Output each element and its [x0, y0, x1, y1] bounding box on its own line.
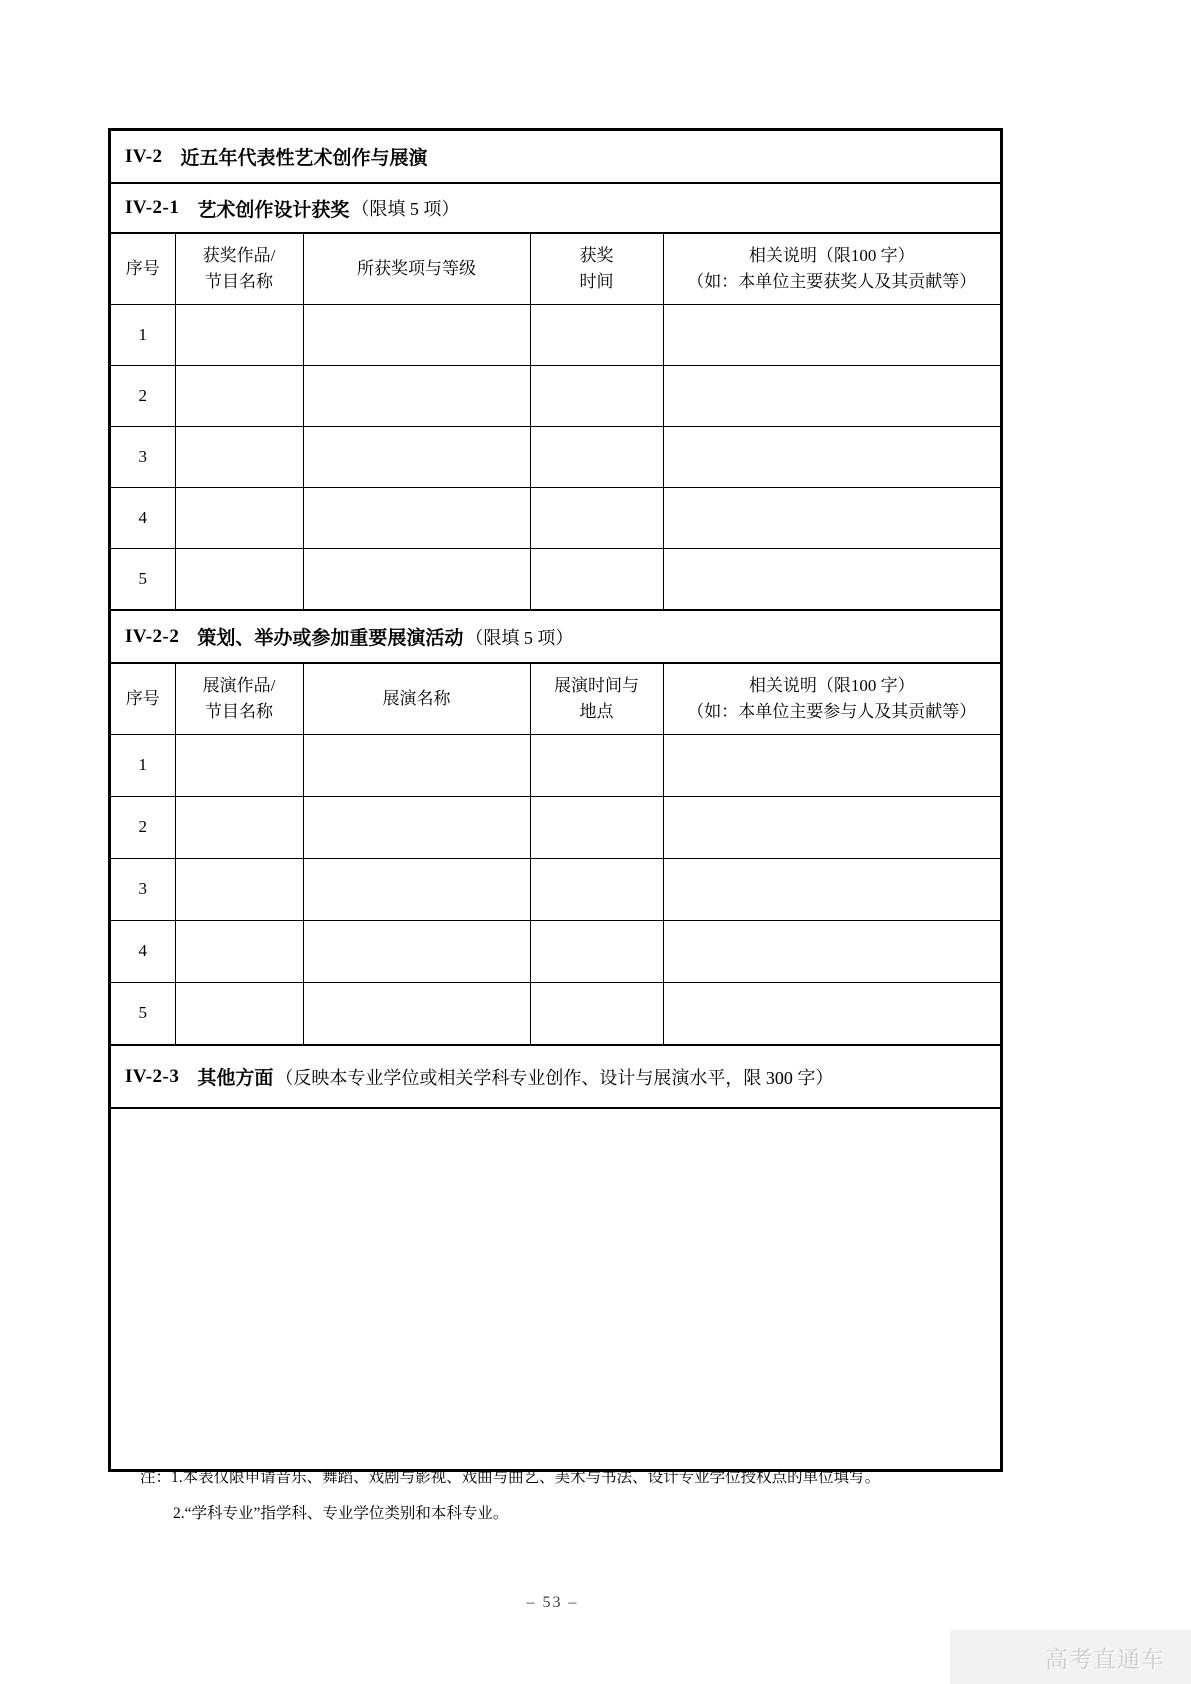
col-header-text: 所获奖项与等级 [357, 258, 476, 278]
input-cell-award [303, 305, 530, 366]
exhibition-header-row [111, 664, 1000, 735]
input-cell-time-place [530, 797, 663, 859]
row-number-cell: 5 [111, 549, 175, 610]
input-cell-time [530, 549, 663, 610]
input-cell-time [530, 427, 663, 488]
col-header-text: 获奖 [579, 245, 614, 265]
input-cell-work [175, 366, 303, 427]
col-header-text: 节目名称 [205, 702, 273, 721]
col-header-text: 展演名称 [382, 688, 451, 708]
input-cell-work [175, 549, 303, 610]
section-header-iv-2-2 [111, 611, 1000, 664]
footnote-line-2 [173, 1502, 1000, 1525]
col-header-text: 序号 [125, 688, 160, 708]
exhibition-row-4 [111, 921, 1000, 983]
input-cell-work [175, 859, 303, 921]
awards-table [111, 234, 1000, 609]
section-header-iv-2-1 [111, 184, 1000, 234]
input-cell-award [303, 549, 530, 610]
row-number-cell: 4 [111, 488, 175, 549]
input-cell-work [175, 735, 303, 797]
section-code: IV-2-1 [125, 197, 180, 218]
input-cell-time-place [530, 983, 663, 1045]
col-header-time-place [530, 664, 663, 735]
col-header-work [175, 234, 303, 305]
exhibition-row-1 [111, 735, 1000, 797]
exhibition-table-wrap [111, 664, 1000, 1046]
col-header-text: 节目名称 [205, 272, 273, 291]
input-cell-description [663, 366, 1000, 427]
awards-table-wrap [111, 234, 1000, 611]
col-header-description [663, 234, 1000, 305]
row-number-cell: 2 [111, 797, 175, 859]
col-header-name [303, 664, 530, 735]
watermark-band [950, 1630, 1191, 1684]
section-code: IV-2 [125, 145, 163, 167]
input-cell-name [303, 797, 530, 859]
input-cell-description [663, 859, 1000, 921]
col-header-text: 相关说明（限100 字） [748, 245, 915, 265]
input-cell-time [530, 305, 663, 366]
input-cell-work [175, 921, 303, 983]
awards-row-1 [111, 305, 1000, 366]
input-cell-description [663, 427, 1000, 488]
input-cell-work [175, 488, 303, 549]
input-cell-name [303, 983, 530, 1045]
awards-row-4 [111, 488, 1000, 549]
input-cell-award [303, 488, 530, 549]
col-header-text: 获奖作品/ [202, 245, 276, 265]
col-header-text: 展演时间与 [554, 675, 639, 695]
input-cell-name [303, 735, 530, 797]
input-cell-time-place [530, 921, 663, 983]
col-header-text: 序号 [125, 258, 160, 278]
input-cell-description [663, 735, 1000, 797]
input-cell-work [175, 983, 303, 1045]
col-header-seq [111, 664, 175, 735]
input-cell-name [303, 921, 530, 983]
input-cell-work [175, 305, 303, 366]
input-cell-time [530, 366, 663, 427]
col-header-text: （如：本单位主要获奖人及其贡献等） [687, 272, 977, 291]
col-header-text: （如：本单位主要参与人及其贡献等） [687, 702, 977, 721]
input-cell-description [663, 549, 1000, 610]
awards-row-2 [111, 366, 1000, 427]
row-number-cell: 2 [111, 366, 175, 427]
input-cell-description [663, 305, 1000, 366]
col-header-text: 相关说明（限100 字） [748, 675, 915, 695]
section-title: 策划、举办或参加重要展演活动 [197, 628, 464, 649]
col-header-text: 地点 [579, 702, 614, 721]
exhibition-row-5 [111, 983, 1000, 1045]
section-limit-note: （限填 5 项） [465, 627, 574, 648]
other-aspects-content-area [111, 1109, 1000, 1469]
input-cell-description [663, 921, 1000, 983]
awards-row-3 [111, 427, 1000, 488]
col-header-text: 时间 [579, 272, 614, 291]
input-cell-name [303, 859, 530, 921]
form-frame [108, 128, 1003, 1472]
row-number-cell: 4 [111, 921, 175, 983]
col-header-seq [111, 234, 175, 305]
exhibition-row-2 [111, 797, 1000, 859]
awards-header-row [111, 234, 1000, 305]
row-number-cell: 1 [111, 735, 175, 797]
input-cell-time-place [530, 859, 663, 921]
col-header-time [530, 234, 663, 305]
section-header-iv-2 [111, 131, 1000, 184]
footnote-label: 注： [140, 1469, 172, 1486]
footnote-line-1 [140, 1466, 1000, 1489]
col-header-award [303, 234, 530, 305]
section-header-iv-2-3 [111, 1046, 1000, 1109]
section-code: IV-2-3 [125, 1065, 180, 1087]
input-cell-description [663, 983, 1000, 1045]
input-cell-award [303, 366, 530, 427]
section-code: IV-2-2 [125, 625, 180, 647]
footnotes [140, 1466, 1000, 1526]
row-number-cell: 3 [111, 859, 175, 921]
row-number-cell: 3 [111, 427, 175, 488]
exhibition-row-3 [111, 859, 1000, 921]
awards-row-5 [111, 549, 1000, 610]
exhibition-table [111, 664, 1000, 1044]
col-header-work [175, 664, 303, 735]
footnote-text-2: 2.“学科专业”指学科、专业学位类别和本科专业。 [173, 1505, 509, 1523]
input-cell-description [663, 488, 1000, 549]
section-title: 近五年代表性艺术创作与展演 [180, 148, 428, 169]
section-title: 艺术创作设计获奖 [197, 199, 350, 221]
col-header-text: 展演作品/ [202, 675, 276, 695]
section-title: 其他方面 [197, 1068, 274, 1089]
section-limit-note: （限填 5 项） [351, 199, 460, 219]
input-cell-description [663, 797, 1000, 859]
watermark-text: 高考直通车 [1045, 1645, 1165, 1672]
input-cell-award [303, 427, 530, 488]
input-cell-work [175, 427, 303, 488]
input-cell-time-place [530, 735, 663, 797]
section-limit-note: （反映本专业学位或相关学科专业创作、设计与展演水平，限 300 字） [275, 1067, 834, 1088]
footnote-text-1: 1.本表仅限申请音乐、舞蹈、戏剧与影视、戏曲与曲艺、美术与书法、设计专业学位授权点的单位填写。 [171, 1469, 881, 1486]
input-cell-time [530, 488, 663, 549]
col-header-description [663, 664, 1000, 735]
row-number-cell: 1 [111, 305, 175, 366]
page-number: – 53 – [526, 1594, 579, 1611]
row-number-cell: 5 [111, 983, 175, 1045]
input-cell-work [175, 797, 303, 859]
